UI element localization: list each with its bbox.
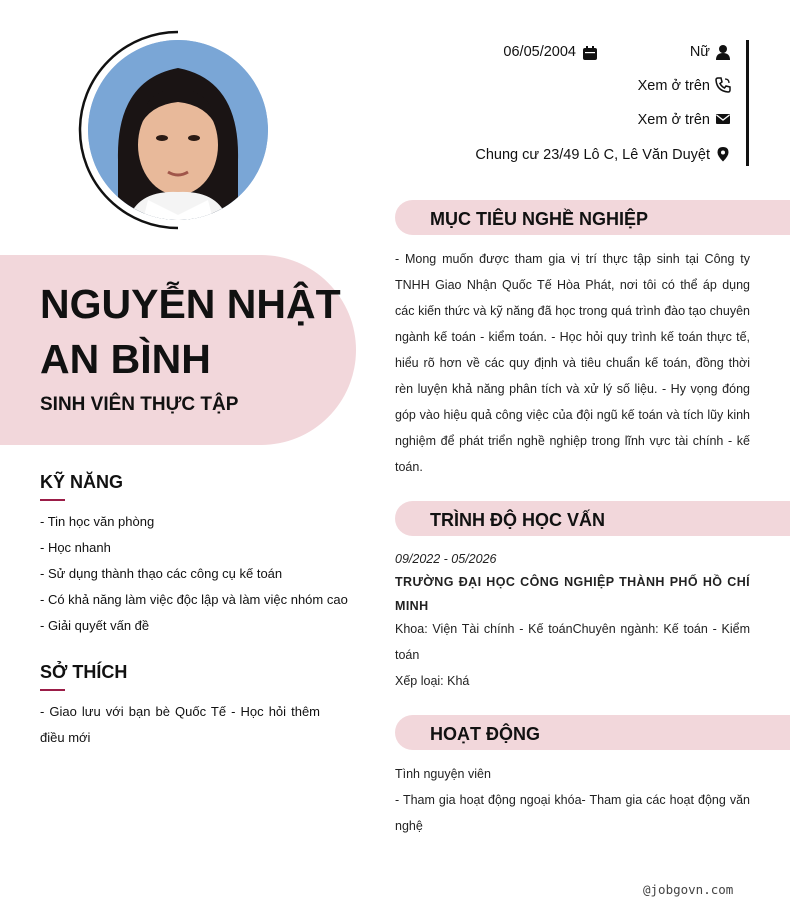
skill-item: - Giải quyết vấn đề [40, 618, 150, 633]
education-grade: Xếp loại: Khá [395, 674, 470, 688]
footer-watermark: @jobgovn.com [643, 882, 734, 897]
gender-text: Nữ [689, 44, 710, 60]
location-pin-icon [715, 146, 731, 162]
skills-heading: KỸ NĂNG [40, 472, 124, 492]
avatar [88, 40, 268, 220]
skill-item: - Có khả năng làm việc độc lập và làm việc nhóm cao [40, 592, 348, 607]
skill-item: - Sử dụng thành thạo các công cụ kế toán [40, 566, 283, 581]
hobbies-text: - Giao lưu với bạn bè Quốc Tế - Học hỏi thêm điều mới [40, 704, 320, 745]
skills-underline [40, 499, 65, 501]
hobbies-heading: SỞ THÍCH [40, 662, 128, 682]
activity-text: - Tham gia hoạt động ngoại khóa- Tham gia các hoạt động văn nghệ [395, 793, 750, 833]
mail-icon [715, 111, 731, 127]
skill-item: - Học nhanh [40, 540, 111, 555]
education-period: 09/2022 - 05/2026 [395, 552, 497, 566]
address-text: Chung cư 23/49 Lô C, Lê Văn Duyệt [475, 147, 710, 163]
objective-heading: MỤC TIÊU NGHỀ NGHIỆP [430, 209, 649, 229]
portrait-illustration [88, 40, 268, 220]
phone-text: Xem ở trên [637, 78, 710, 94]
education-major: Khoa: Viện Tài chính - Kế toánChuyên ngành: Kế toán - Kiểm toán [395, 622, 750, 662]
full-name: NGUYỄN NHẬT AN BÌNH [40, 281, 341, 382]
activity-role: Tình nguyện viên [395, 767, 491, 781]
hobbies-underline [40, 689, 65, 691]
skill-item: - Tin học văn phòng [40, 514, 155, 529]
school-name: TRƯỜNG ĐẠI HỌC CÔNG NGHIỆP THÀNH PHỐ HỒ CHÍ MINH [395, 575, 750, 613]
objective-text: - Mong muốn được tham gia vị trí thực tập sinh tại Công ty TNHH Giao Nhận Quốc Tế Hòa Phát, nơi tôi có thể áp dụng các kiến thức và kỹ năng đã học trong quá trình đào tạo chuyên ngành kế toán - kiểm toán. - Học hỏi quy trình kế toán thực tế, hiểu rõ hơn về các quy định và tiêu chuẩn kế toán, đồng thời rèn luyện khả năng phân tích và xử lý số liệu. - Hy vọng đóng góp vào hiệu quả công việc của đội ngũ kế toán và tích lũy kinh nghiệm để phát triển nghề nghiệp trong lĩnh vực tài chính - kế toán. [395, 252, 750, 474]
dob-text: 06/05/2004 [503, 44, 576, 60]
calendar-icon [582, 45, 598, 61]
user-icon [715, 44, 731, 60]
contact-divider [746, 40, 749, 166]
phone-icon [715, 77, 731, 93]
email-text: Xem ở trên [637, 112, 710, 128]
job-title: SINH VIÊN THỰC TẬP [40, 394, 239, 415]
education-heading: TRÌNH ĐỘ HỌC VẤN [430, 510, 605, 530]
activities-heading: HOẠT ĐỘNG [430, 724, 540, 744]
